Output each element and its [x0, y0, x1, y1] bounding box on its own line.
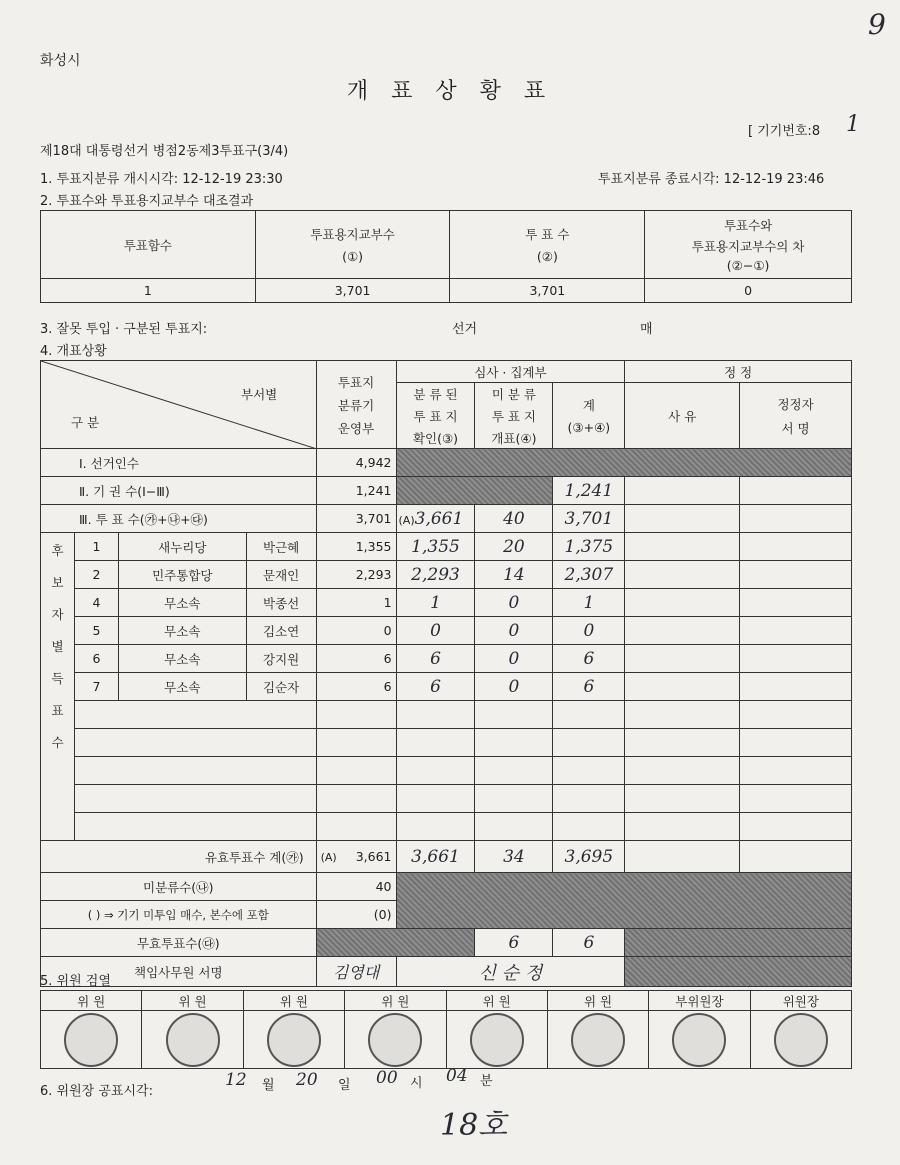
value-difference: 0: [645, 279, 852, 303]
row-votes-classified: (A)3,661: [396, 505, 475, 533]
candidate-machine-count: 6: [316, 645, 396, 673]
inspector-seal: [672, 1013, 726, 1067]
candidate-row: [41, 673, 852, 701]
inspector-seal-cell: [41, 1011, 142, 1069]
candidate-sum: 6: [553, 673, 625, 701]
candidate-unclassified: 0: [475, 617, 553, 645]
candidate-no: 5: [74, 617, 118, 645]
inspector-seal-cell: [142, 1011, 243, 1069]
candidate-classified: 6: [396, 645, 475, 673]
header-ballot-boxes: 투표함수: [41, 211, 256, 279]
candidate-party: 무소속: [118, 673, 246, 701]
empty-candidate-cell: [74, 701, 316, 729]
corner-page-mark: 9: [868, 8, 886, 41]
dept-label: 부서별: [241, 387, 278, 402]
inspector-seal-cell: [345, 1011, 446, 1069]
candidate-sum: 0: [553, 617, 625, 645]
row-votes-unclassified: 40: [475, 505, 553, 533]
candidate-name: 김순자: [246, 673, 316, 701]
shaded-cell: [396, 477, 553, 505]
candidate-machine-count: 1,355: [316, 533, 396, 561]
candidate-row: [41, 757, 852, 785]
diagonal-header: [41, 361, 317, 449]
inspector-seal-cell: [243, 1011, 344, 1069]
section-6-label: 6. 위원장 공표시각:: [40, 1084, 153, 1099]
candidate-unclassified: 0: [475, 645, 553, 673]
candidate-row: [41, 561, 852, 589]
row-valid-unclassified: 34: [475, 841, 553, 873]
inspector-seal: [774, 1013, 828, 1067]
candidate-classified: 1,355: [396, 533, 475, 561]
row-votes-label: Ⅲ. 투 표 수(㉮+㉯+㉰): [41, 505, 317, 533]
candidate-no: 6: [74, 645, 118, 673]
value-ballot-boxes: 1: [41, 279, 256, 303]
value-issued: 3,701: [255, 279, 450, 303]
candidate-row: [41, 729, 852, 757]
inspector-title: 위 원: [345, 991, 446, 1011]
shaded-cell: [625, 929, 852, 957]
sort-start-time: 1. 투표지분류 개시시각: 12-12-19 23:30: [40, 172, 283, 187]
candidate-name: 박근혜: [246, 533, 316, 561]
candidate-row: [41, 645, 852, 673]
candidate-unclassified: 0: [475, 589, 553, 617]
empty-candidate-cell: [74, 757, 316, 785]
fixer-header: 정정자 서 명: [740, 383, 852, 449]
row-valid-classified: 3,661: [396, 841, 475, 873]
candidate-name: 김소연: [246, 617, 316, 645]
candidate-machine-count: 6: [316, 673, 396, 701]
category-label: 구 분: [71, 415, 100, 430]
unclassified-header: 미 분 류 투 표 지 개표(④): [475, 383, 553, 449]
shaded-cell: [316, 929, 475, 957]
section-2-label: 2. 투표수와 투표용지교부수 대조결과: [40, 194, 254, 209]
section-3-label: 3. 잘못 투입 · 구분된 투표지:: [40, 322, 208, 337]
candidate-unclassified: 0: [475, 673, 553, 701]
row-votes-value: 3,701: [316, 505, 396, 533]
row-abstain-label: Ⅱ. 기 권 수(Ⅰ−Ⅲ): [41, 477, 317, 505]
candidate-row: [41, 617, 852, 645]
empty-candidate-cell: [74, 729, 316, 757]
inspector-seal-cell: [446, 1011, 547, 1069]
pub-day: 20: [296, 1070, 318, 1090]
pub-minute: 04: [446, 1066, 468, 1086]
candidate-classified: 1: [396, 589, 475, 617]
sort-end-time: 투표지분류 종료시각: 12-12-19 23:46: [598, 172, 825, 187]
row-unclass-value: 40: [316, 873, 396, 901]
inspector-seal: [470, 1013, 524, 1067]
row-valid-sum: 3,695: [553, 841, 625, 873]
candidate-classified: 2,293: [396, 561, 475, 589]
candidate-sum: 6: [553, 645, 625, 673]
inspector-seal: [571, 1013, 625, 1067]
row-note-value: (0): [316, 901, 396, 929]
page-title: 개 표 상 황 표: [346, 79, 554, 104]
candidate-row: [41, 589, 852, 617]
pub-month-unit: 월: [262, 1078, 275, 1093]
candidate-classified: 6: [396, 673, 475, 701]
candidate-name: 박종선: [246, 589, 316, 617]
candidate-party: 새누리당: [118, 533, 246, 561]
inspector-title: 위 원: [142, 991, 243, 1011]
candidate-row: [41, 701, 852, 729]
candidate-row: [41, 785, 852, 813]
empty-candidate-cell: [74, 785, 316, 813]
city-name: 화성시: [40, 53, 81, 69]
row-abstain-value: 1,241: [316, 477, 396, 505]
election-name: 제18대 대통령선거 병점2동제3투표구(3/4): [40, 144, 289, 159]
review-header: 심사 · 집계부: [396, 361, 625, 383]
row-valid-label: 유효투표수 계(㉮): [41, 841, 317, 873]
candidate-machine-count: 2,293: [316, 561, 396, 589]
inspector-title: 위 원: [446, 991, 547, 1011]
candidate-name: 강지원: [246, 645, 316, 673]
candidate-machine-count: 1: [316, 589, 396, 617]
candidate-party: 무소속: [118, 589, 246, 617]
section-4-label: 4. 개표상황: [40, 344, 107, 359]
row-voters-label: Ⅰ. 선거인수: [41, 449, 317, 477]
value-votes: 3,701: [450, 279, 645, 303]
fix-header: 정 정: [625, 361, 852, 383]
candidate-sum: 1: [553, 589, 625, 617]
row-sign-label: 책임사무원 서명: [41, 957, 317, 987]
inspector-seal-cell: [750, 1011, 851, 1069]
inspector-title: 위원장: [750, 991, 851, 1011]
candidate-classified: 0: [396, 617, 475, 645]
signature-1: 김영대: [316, 957, 396, 987]
inspector-seal-cell: [649, 1011, 750, 1069]
inspector-seal: [368, 1013, 422, 1067]
candidate-party: 민주통합당: [118, 561, 246, 589]
candidate-no: 1: [74, 533, 118, 561]
candidate-no: 7: [74, 673, 118, 701]
section-3-election: 선거: [452, 322, 478, 337]
inspector-table: [40, 990, 852, 1069]
inspector-title: 위 원: [41, 991, 142, 1011]
candidate-rows: [41, 533, 852, 841]
comparison-table: [40, 210, 852, 303]
inspector-seal: [166, 1013, 220, 1067]
candidate-no: 2: [74, 561, 118, 589]
header-votes: 투 표 수 (②): [450, 211, 645, 279]
row-note-label: ( ) ⇒ 기기 미투입 매수, 본수에 포함: [41, 901, 317, 929]
count-table: [40, 360, 852, 987]
row-unclass-label: 미분류수(㉯): [41, 873, 317, 901]
row-abstain-hand-total: 1,241: [553, 477, 625, 505]
inspector-seal: [267, 1013, 321, 1067]
diagonal-line: [41, 361, 317, 449]
header-difference: 투표수와 투표용지교부수의 차 (②−①): [645, 211, 852, 279]
empty-candidate-cell: [74, 813, 316, 841]
inspector-title: 위 원: [547, 991, 648, 1011]
candidate-party: 무소속: [118, 617, 246, 645]
pub-hour: 00: [376, 1068, 398, 1088]
pub-day-unit: 일: [338, 1078, 351, 1093]
row-valid-value: (A) 3,661: [316, 841, 396, 873]
header-issued: 투표용지교부수 (①): [255, 211, 450, 279]
row-invalid-label: 무효투표수(㉰): [41, 929, 317, 957]
candidate-unclassified: 20: [475, 533, 553, 561]
inspector-seal-cell: [547, 1011, 648, 1069]
candidate-sum: 1,375: [553, 533, 625, 561]
pub-minute-unit: 분: [480, 1074, 493, 1089]
machine-dept-header: 투표지 분류기 운영부: [316, 361, 396, 449]
machine-number-handwritten: 1: [846, 112, 860, 137]
row-invalid-sum: 6: [553, 929, 625, 957]
candidate-machine-count: 0: [316, 617, 396, 645]
machine-number: [ 기기번호:8: [748, 124, 821, 139]
inspector-title: 부위원장: [649, 991, 750, 1011]
classified-header: 분 류 된 투 표 지 확인(③): [396, 383, 475, 449]
row-votes-sum: 3,701: [553, 505, 625, 533]
candidate-party: 무소속: [118, 645, 246, 673]
pub-month: 12: [225, 1070, 247, 1090]
candidate-no: 4: [74, 589, 118, 617]
vertical-label: 후 보 자 별 득 표 수: [41, 533, 75, 841]
footer-handwritten-note: 18호: [440, 1108, 508, 1143]
sum-header: 계 (③+④): [553, 383, 625, 449]
pub-hour-unit: 시: [410, 1076, 423, 1091]
signature-2: 신 순 정: [396, 957, 625, 987]
inspector-title: 위 원: [243, 991, 344, 1011]
row-voters-value: 4,942: [316, 449, 396, 477]
shaded-cell: [396, 873, 851, 929]
shaded-cell: [625, 957, 852, 987]
row-invalid-unclassified: 6: [475, 929, 553, 957]
shaded-cell: [396, 449, 851, 477]
reason-header: 사 유: [625, 383, 740, 449]
candidate-unclassified: 14: [475, 561, 553, 589]
section-5-label: 5. 위원 검열: [40, 974, 111, 989]
candidate-row: [41, 533, 852, 561]
candidate-row: [41, 813, 852, 841]
candidate-sum: 2,307: [553, 561, 625, 589]
section-3-unit: 매: [640, 322, 653, 337]
candidate-name: 문재인: [246, 561, 316, 589]
inspector-seal: [64, 1013, 118, 1067]
